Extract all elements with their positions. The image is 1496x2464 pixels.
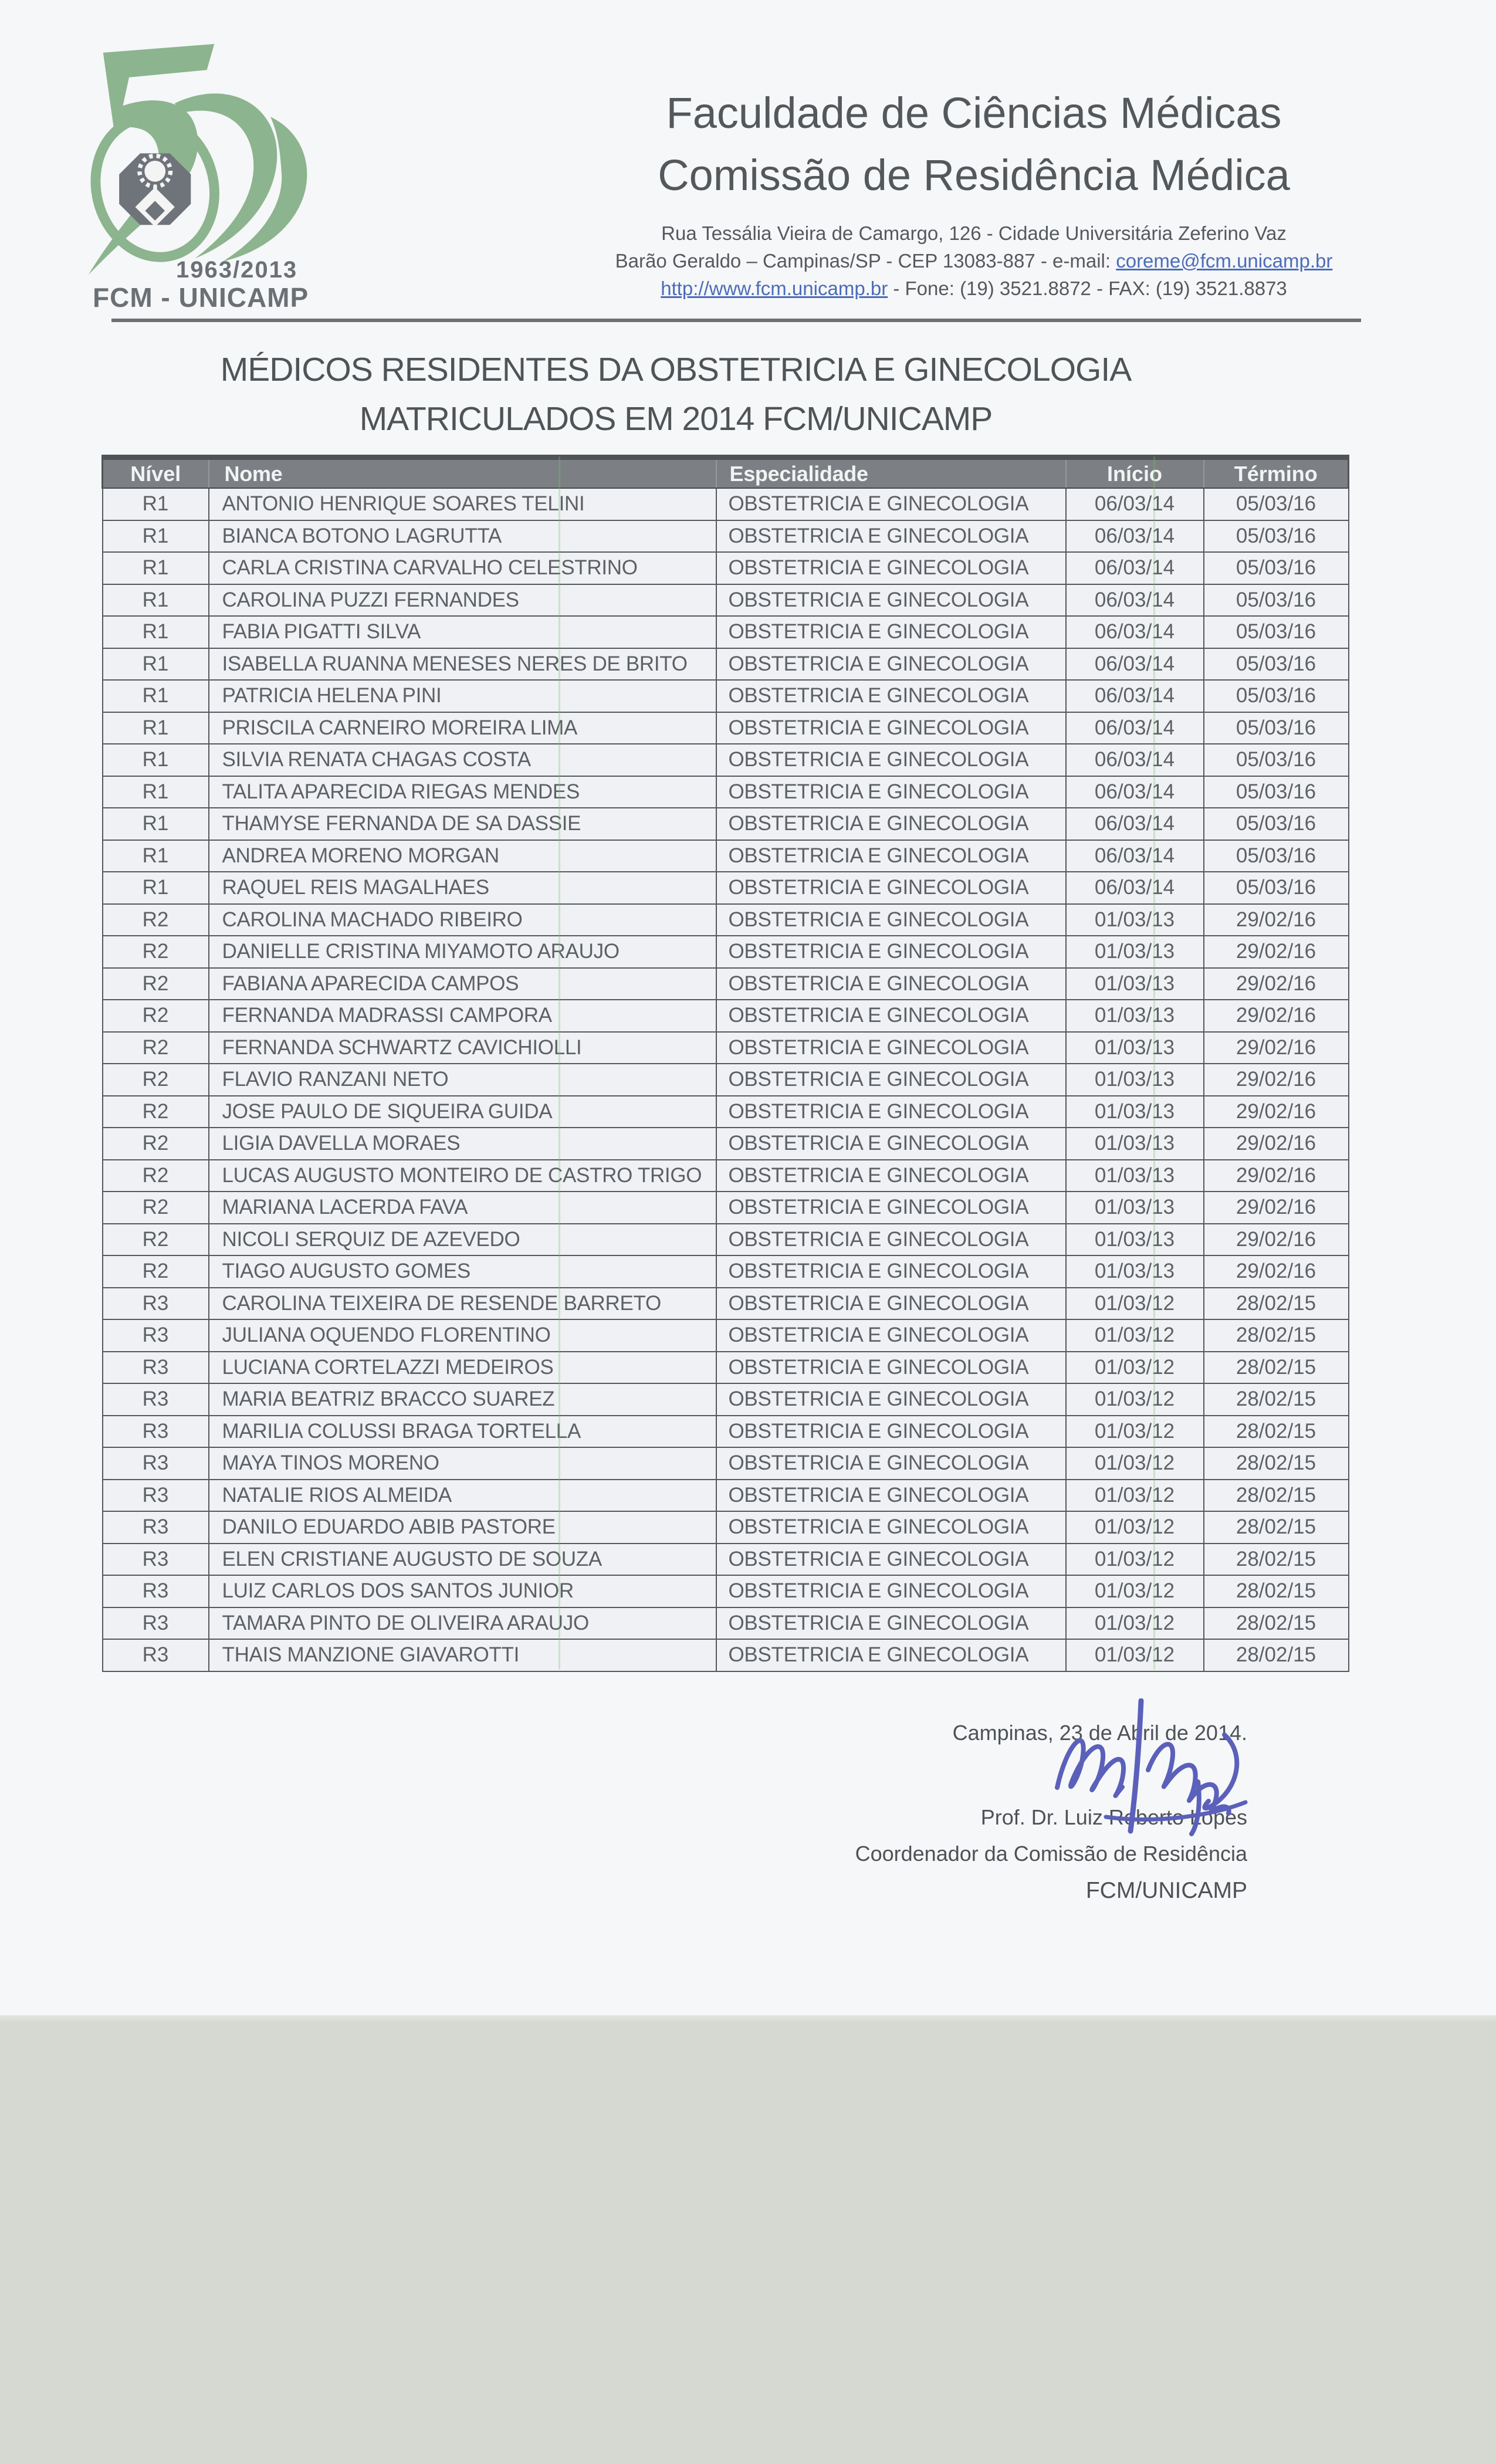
table-row xyxy=(103,1575,1349,1607)
cell-nome: JOSE PAULO DE SIQUEIRA GUIDA xyxy=(209,1096,716,1128)
table-row xyxy=(103,616,1349,648)
cell-esp: OBSTETRICIA E GINECOLOGIA xyxy=(716,744,1066,776)
cell-esp: OBSTETRICIA E GINECOLOGIA xyxy=(716,1544,1066,1576)
cell-nome: DANILO EDUARDO ABIB PASTORE xyxy=(209,1511,716,1544)
cell-esp: OBSTETRICIA E GINECOLOGIA xyxy=(716,1032,1066,1064)
table-row xyxy=(103,1480,1349,1512)
cell-inicio: 01/03/12 xyxy=(1066,1480,1204,1512)
cell-nome: MARIANA LACERDA FAVA xyxy=(209,1192,716,1224)
cell-inicio: 06/03/14 xyxy=(1066,584,1204,617)
cell-nome: NICOLI SERQUIZ DE AZEVEDO xyxy=(209,1224,716,1256)
cell-termino: 28/02/15 xyxy=(1204,1607,1349,1640)
cell-nivel: R2 xyxy=(103,1192,209,1224)
cell-nome: PRISCILA CARNEIRO MOREIRA LIMA xyxy=(209,712,716,744)
cell-inicio: 01/03/12 xyxy=(1066,1416,1204,1448)
cell-termino: 29/02/16 xyxy=(1204,1160,1349,1192)
cell-nivel: R3 xyxy=(103,1607,209,1640)
cell-inicio: 01/03/13 xyxy=(1066,1192,1204,1224)
cell-inicio: 01/03/13 xyxy=(1066,1160,1204,1192)
scanner-background-band xyxy=(0,2015,1496,2464)
cell-esp: OBSTETRICIA E GINECOLOGIA xyxy=(716,1447,1066,1480)
table-row xyxy=(103,1032,1349,1064)
cell-inicio: 01/03/13 xyxy=(1066,1128,1204,1160)
cell-inicio: 06/03/14 xyxy=(1066,520,1204,553)
cell-termino: 29/02/16 xyxy=(1204,968,1349,1000)
scanner-streak xyxy=(559,456,560,1670)
column-header-nivel: Nível xyxy=(103,458,209,489)
department-name: Comissão de Residência Médica xyxy=(658,151,1290,199)
table-row xyxy=(103,744,1349,776)
cell-inicio: 06/03/14 xyxy=(1066,648,1204,681)
cell-nome: TIAGO AUGUSTO GOMES xyxy=(209,1255,716,1288)
cell-esp: OBSTETRICIA E GINECOLOGIA xyxy=(716,1383,1066,1416)
cell-inicio: 06/03/14 xyxy=(1066,488,1204,520)
cell-inicio: 06/03/14 xyxy=(1066,776,1204,808)
cell-inicio: 06/03/14 xyxy=(1066,840,1204,872)
cell-nivel: R2 xyxy=(103,936,209,968)
table-row xyxy=(103,1319,1349,1352)
table-row xyxy=(103,1288,1349,1320)
cell-nivel: R2 xyxy=(103,968,209,1000)
cell-nivel: R1 xyxy=(103,488,209,520)
column-header-especialidade: Especialidade xyxy=(716,458,1066,489)
table-row xyxy=(103,1544,1349,1576)
table-row xyxy=(103,1160,1349,1192)
cell-inicio: 01/03/12 xyxy=(1066,1544,1204,1576)
cell-nome: MAYA TINOS MORENO xyxy=(209,1447,716,1480)
cell-termino: 28/02/15 xyxy=(1204,1447,1349,1480)
table-row xyxy=(103,1511,1349,1544)
cell-inicio: 01/03/12 xyxy=(1066,1319,1204,1352)
cell-nome: FLAVIO RANZANI NETO xyxy=(209,1064,716,1096)
cell-nome: PATRICIA HELENA PINI xyxy=(209,680,716,712)
cell-nome: FERNANDA MADRASSI CAMPORA xyxy=(209,1000,716,1032)
table-row xyxy=(103,1128,1349,1160)
cell-nome: NATALIE RIOS ALMEIDA xyxy=(209,1480,716,1512)
cell-nivel: R3 xyxy=(103,1639,209,1671)
address-line-3 xyxy=(452,275,1496,302)
phone-fax-text: - Fone: (19) 3521.8872 - FAX: (19) 3521.8873 xyxy=(888,277,1287,299)
cell-esp: OBSTETRICIA E GINECOLOGIA xyxy=(716,1607,1066,1640)
cell-nivel: R3 xyxy=(103,1319,209,1352)
cell-esp: OBSTETRICIA E GINECOLOGIA xyxy=(716,904,1066,936)
cell-termino: 28/02/15 xyxy=(1204,1575,1349,1607)
cell-esp: OBSTETRICIA E GINECOLOGIA xyxy=(716,776,1066,808)
cell-nivel: R1 xyxy=(103,648,209,681)
cell-nome: DANIELLE CRISTINA MIYAMOTO ARAUJO xyxy=(209,936,716,968)
cell-inicio: 06/03/14 xyxy=(1066,872,1204,904)
cell-esp: OBSTETRICIA E GINECOLOGIA xyxy=(716,1352,1066,1384)
cell-inicio: 01/03/12 xyxy=(1066,1639,1204,1671)
cell-nivel: R1 xyxy=(103,808,209,840)
cell-termino: 29/02/16 xyxy=(1204,1255,1349,1288)
cell-nivel: R2 xyxy=(103,1224,209,1256)
cell-inicio: 01/03/12 xyxy=(1066,1575,1204,1607)
signer-role: Coordenador da Comissão de Residência xyxy=(855,1842,1247,1866)
column-header-nome: Nome xyxy=(209,458,716,489)
cell-esp: OBSTETRICIA E GINECOLOGIA xyxy=(716,840,1066,872)
table-row xyxy=(103,584,1349,617)
cell-inicio: 01/03/13 xyxy=(1066,1255,1204,1288)
cell-esp: OBSTETRICIA E GINECOLOGIA xyxy=(716,1128,1066,1160)
website-link: http://www.fcm.unicamp.br xyxy=(661,277,888,299)
cell-termino: 28/02/15 xyxy=(1204,1544,1349,1576)
cell-nivel: R2 xyxy=(103,1064,209,1096)
cell-inicio: 01/03/13 xyxy=(1066,904,1204,936)
cell-nome: ISABELLA RUANNA MENESES NERES DE BRITO xyxy=(209,648,716,681)
table-header-row xyxy=(103,458,1349,489)
cell-termino: 29/02/16 xyxy=(1204,936,1349,968)
cell-nome: ANTONIO HENRIQUE SOARES TELINI xyxy=(209,488,716,520)
letterhead xyxy=(452,82,1496,302)
cell-esp: OBSTETRICIA E GINECOLOGIA xyxy=(716,1639,1066,1671)
cell-termino: 29/02/16 xyxy=(1204,1064,1349,1096)
cell-inicio: 06/03/14 xyxy=(1066,616,1204,648)
cell-nivel: R3 xyxy=(103,1544,209,1576)
cell-inicio: 01/03/13 xyxy=(1066,1032,1204,1064)
header-divider xyxy=(111,319,1361,322)
cell-esp: OBSTETRICIA E GINECOLOGIA xyxy=(716,936,1066,968)
cell-termino: 05/03/16 xyxy=(1204,520,1349,553)
cell-esp: OBSTETRICIA E GINECOLOGIA xyxy=(716,1224,1066,1256)
cell-nivel: R3 xyxy=(103,1288,209,1320)
cell-nivel: R1 xyxy=(103,616,209,648)
cell-esp: OBSTETRICIA E GINECOLOGIA xyxy=(716,1319,1066,1352)
table-row xyxy=(103,872,1349,904)
cell-nome: SILVIA RENATA CHAGAS COSTA xyxy=(209,744,716,776)
table-row xyxy=(103,1255,1349,1288)
cell-esp: OBSTETRICIA E GINECOLOGIA xyxy=(716,1064,1066,1096)
cell-esp: OBSTETRICIA E GINECOLOGIA xyxy=(716,968,1066,1000)
table-row xyxy=(103,488,1349,520)
cell-termino: 05/03/16 xyxy=(1204,552,1349,584)
date-line: Campinas, 23 de Abril de 2014. xyxy=(952,1721,1247,1745)
cell-nome: THAIS MANZIONE GIAVAROTTI xyxy=(209,1639,716,1671)
cell-esp: OBSTETRICIA E GINECOLOGIA xyxy=(716,1000,1066,1032)
residents-table-body xyxy=(103,488,1349,1671)
cell-nivel: R2 xyxy=(103,1000,209,1032)
cell-termino: 28/02/15 xyxy=(1204,1352,1349,1384)
cell-inicio: 06/03/14 xyxy=(1066,712,1204,744)
logo-50-graphic xyxy=(82,44,317,279)
table-row xyxy=(103,1096,1349,1128)
table-row xyxy=(103,520,1349,553)
cell-nome: THAMYSE FERNANDA DE SA DASSIE xyxy=(209,808,716,840)
cell-nivel: R1 xyxy=(103,712,209,744)
cell-nivel: R1 xyxy=(103,840,209,872)
cell-esp: OBSTETRICIA E GINECOLOGIA xyxy=(716,1255,1066,1288)
cell-nivel: R1 xyxy=(103,584,209,617)
cell-nivel: R1 xyxy=(103,680,209,712)
cell-nome: ANDREA MORENO MORGAN xyxy=(209,840,716,872)
cell-inicio: 01/03/13 xyxy=(1066,936,1204,968)
document-title-line-1: MÉDICOS RESIDENTES DA OBSTETRICIA E GINECOLOGIA xyxy=(220,351,1132,388)
cell-nivel: R2 xyxy=(103,1096,209,1128)
logo-years: 1963/2013 xyxy=(176,257,298,283)
cell-nivel: R1 xyxy=(103,744,209,776)
cell-termino: 05/03/16 xyxy=(1204,776,1349,808)
cell-inicio: 01/03/13 xyxy=(1066,1064,1204,1096)
cell-nivel: R3 xyxy=(103,1575,209,1607)
cell-termino: 05/03/16 xyxy=(1204,808,1349,840)
cell-inicio: 01/03/12 xyxy=(1066,1288,1204,1320)
cell-esp: OBSTETRICIA E GINECOLOGIA xyxy=(716,552,1066,584)
cell-esp: OBSTETRICIA E GINECOLOGIA xyxy=(716,712,1066,744)
cell-termino: 28/02/15 xyxy=(1204,1383,1349,1416)
cell-esp: OBSTETRICIA E GINECOLOGIA xyxy=(716,648,1066,681)
cell-esp: OBSTETRICIA E GINECOLOGIA xyxy=(716,616,1066,648)
cell-nivel: R3 xyxy=(103,1511,209,1544)
cell-inicio: 01/03/13 xyxy=(1066,1000,1204,1032)
table-row xyxy=(103,1352,1349,1384)
cell-termino: 28/02/15 xyxy=(1204,1416,1349,1448)
table-row xyxy=(103,712,1349,744)
cell-inicio: 01/03/12 xyxy=(1066,1352,1204,1384)
cell-termino: 29/02/16 xyxy=(1204,1192,1349,1224)
cell-termino: 28/02/15 xyxy=(1204,1480,1349,1512)
cell-termino: 05/03/16 xyxy=(1204,584,1349,617)
table-row xyxy=(103,1447,1349,1480)
address-block xyxy=(452,219,1496,302)
cell-esp: OBSTETRICIA E GINECOLOGIA xyxy=(716,1192,1066,1224)
cell-esp: OBSTETRICIA E GINECOLOGIA xyxy=(716,1288,1066,1320)
cell-termino: 28/02/15 xyxy=(1204,1511,1349,1544)
table-row xyxy=(103,936,1349,968)
cell-nivel: R1 xyxy=(103,520,209,553)
cell-termino: 05/03/16 xyxy=(1204,488,1349,520)
cell-inicio: 01/03/12 xyxy=(1066,1511,1204,1544)
cell-termino: 29/02/16 xyxy=(1204,1128,1349,1160)
cell-nome: LUCIANA CORTELAZZI MEDEIROS xyxy=(209,1352,716,1384)
cell-termino: 05/03/16 xyxy=(1204,840,1349,872)
cell-esp: OBSTETRICIA E GINECOLOGIA xyxy=(716,488,1066,520)
cell-nome: MARILIA COLUSSI BRAGA TORTELLA xyxy=(209,1416,716,1448)
cell-inicio: 01/03/12 xyxy=(1066,1383,1204,1416)
cell-termino: 05/03/16 xyxy=(1204,872,1349,904)
cell-termino: 05/03/16 xyxy=(1204,648,1349,681)
cell-nome: LIGIA DAVELLA MORAES xyxy=(209,1128,716,1160)
cell-esp: OBSTETRICIA E GINECOLOGIA xyxy=(716,1416,1066,1448)
cell-inicio: 01/03/13 xyxy=(1066,968,1204,1000)
emblem-head xyxy=(144,161,165,182)
cell-inicio: 01/03/13 xyxy=(1066,1096,1204,1128)
cell-termino: 29/02/16 xyxy=(1204,1096,1349,1128)
table-row xyxy=(103,808,1349,840)
cell-termino: 05/03/16 xyxy=(1204,744,1349,776)
table-row xyxy=(103,904,1349,936)
table-row xyxy=(103,1607,1349,1640)
signer-name: Prof. Dr. Luiz Roberto Lopes xyxy=(980,1805,1247,1829)
table-row xyxy=(103,1064,1349,1096)
document-title-line-2: MATRICULADOS EM 2014 FCM/UNICAMP xyxy=(359,400,993,438)
cell-inicio: 01/03/12 xyxy=(1066,1447,1204,1480)
cell-inicio: 06/03/14 xyxy=(1066,808,1204,840)
table-row xyxy=(103,680,1349,712)
cell-esp: OBSTETRICIA E GINECOLOGIA xyxy=(716,520,1066,553)
cell-nivel: R1 xyxy=(103,552,209,584)
cell-nome: CAROLINA PUZZI FERNANDES xyxy=(209,584,716,617)
cell-esp: OBSTETRICIA E GINECOLOGIA xyxy=(716,1096,1066,1128)
cell-nivel: R3 xyxy=(103,1352,209,1384)
cell-esp: OBSTETRICIA E GINECOLOGIA xyxy=(716,1160,1066,1192)
cell-termino: 28/02/15 xyxy=(1204,1319,1349,1352)
cell-nome: CAROLINA MACHADO RIBEIRO xyxy=(209,904,716,936)
table-row xyxy=(103,1224,1349,1256)
cell-termino: 29/02/16 xyxy=(1204,1000,1349,1032)
cell-nome: FERNANDA SCHWARTZ CAVICHIOLLI xyxy=(209,1032,716,1064)
cell-termino: 05/03/16 xyxy=(1204,712,1349,744)
table-row xyxy=(103,648,1349,681)
cell-inicio: 06/03/14 xyxy=(1066,744,1204,776)
cell-nivel: R3 xyxy=(103,1416,209,1448)
cell-esp: OBSTETRICIA E GINECOLOGIA xyxy=(716,1511,1066,1544)
table-row xyxy=(103,1192,1349,1224)
cell-nivel: R3 xyxy=(103,1447,209,1480)
column-header-termino: Término xyxy=(1204,458,1349,489)
cell-nome: RAQUEL REIS MAGALHAES xyxy=(209,872,716,904)
address-line-2 xyxy=(452,247,1496,275)
cell-nivel: R3 xyxy=(103,1383,209,1416)
cell-nivel: R2 xyxy=(103,1032,209,1064)
address-line-1: Rua Tessália Vieira de Camargo, 126 - Cidade Universitária Zeferino Vaz xyxy=(661,222,1287,244)
signature xyxy=(1050,1698,1250,1839)
column-header-inicio: Início xyxy=(1066,458,1204,489)
cell-esp: OBSTETRICIA E GINECOLOGIA xyxy=(716,808,1066,840)
cell-inicio: 06/03/14 xyxy=(1066,552,1204,584)
cell-nome: CARLA CRISTINA CARVALHO CELESTRINO xyxy=(209,552,716,584)
cell-nivel: R2 xyxy=(103,1160,209,1192)
cell-esp: OBSTETRICIA E GINECOLOGIA xyxy=(716,584,1066,617)
scanner-streak xyxy=(1153,456,1155,1670)
cell-termino: 29/02/16 xyxy=(1204,1224,1349,1256)
cell-nome: TAMARA PINTO DE OLIVEIRA ARAUJO xyxy=(209,1607,716,1640)
institution-name: Faculdade de Ciências Médicas xyxy=(666,89,1282,137)
cell-termino: 28/02/15 xyxy=(1204,1639,1349,1671)
cell-termino: 05/03/16 xyxy=(1204,616,1349,648)
table-row xyxy=(103,552,1349,584)
table-row xyxy=(103,1000,1349,1032)
cell-nivel: R1 xyxy=(103,872,209,904)
cell-inicio: 01/03/12 xyxy=(1066,1607,1204,1640)
cell-nivel: R3 xyxy=(103,1480,209,1512)
email-link: coreme@fcm.unicamp.br xyxy=(1116,250,1333,272)
table-row xyxy=(103,776,1349,808)
address-line-2-text: Barão Geraldo – Campinas/SP - CEP 13083-887 - e-mail: xyxy=(615,250,1116,272)
cell-esp: OBSTETRICIA E GINECOLOGIA xyxy=(716,872,1066,904)
cell-esp: OBSTETRICIA E GINECOLOGIA xyxy=(716,1480,1066,1512)
cell-termino: 29/02/16 xyxy=(1204,904,1349,936)
cell-nome: LUCAS AUGUSTO MONTEIRO DE CASTRO TRIGO xyxy=(209,1160,716,1192)
cell-nome: FABIA PIGATTI SILVA xyxy=(209,616,716,648)
cell-nome: LUIZ CARLOS DOS SANTOS JUNIOR xyxy=(209,1575,716,1607)
cell-termino: 29/02/16 xyxy=(1204,1032,1349,1064)
cell-nome: FABIANA APARECIDA CAMPOS xyxy=(209,968,716,1000)
cell-nome: JULIANA OQUENDO FLORENTINO xyxy=(209,1319,716,1352)
cell-nivel: R2 xyxy=(103,904,209,936)
cell-inicio: 01/03/13 xyxy=(1066,1224,1204,1256)
residents-table xyxy=(101,455,1349,1672)
table-row xyxy=(103,1383,1349,1416)
cell-nome: MARIA BEATRIZ BRACCO SUAREZ xyxy=(209,1383,716,1416)
table-row xyxy=(103,840,1349,872)
cell-termino: 28/02/15 xyxy=(1204,1288,1349,1320)
cell-nivel: R2 xyxy=(103,1255,209,1288)
cell-nivel: R1 xyxy=(103,776,209,808)
cell-nome: TALITA APARECIDA RIEGAS MENDES xyxy=(209,776,716,808)
logo-org: FCM - UNICAMP xyxy=(93,282,309,313)
cell-esp: OBSTETRICIA E GINECOLOGIA xyxy=(716,1575,1066,1607)
cell-termino: 05/03/16 xyxy=(1204,680,1349,712)
cell-nivel: R2 xyxy=(103,1128,209,1160)
cell-nome: ELEN CRISTIANE AUGUSTO DE SOUZA xyxy=(209,1544,716,1576)
signer-org: FCM/UNICAMP xyxy=(1085,1878,1247,1903)
document-title xyxy=(0,345,1352,444)
table-row xyxy=(103,968,1349,1000)
table-row xyxy=(103,1416,1349,1448)
cell-nome: BIANCA BOTONO LAGRUTTA xyxy=(209,520,716,553)
cell-inicio: 06/03/14 xyxy=(1066,680,1204,712)
cell-nome: CAROLINA TEIXEIRA DE RESENDE BARRETO xyxy=(209,1288,716,1320)
table-row xyxy=(103,1639,1349,1671)
cell-esp: OBSTETRICIA E GINECOLOGIA xyxy=(716,680,1066,712)
